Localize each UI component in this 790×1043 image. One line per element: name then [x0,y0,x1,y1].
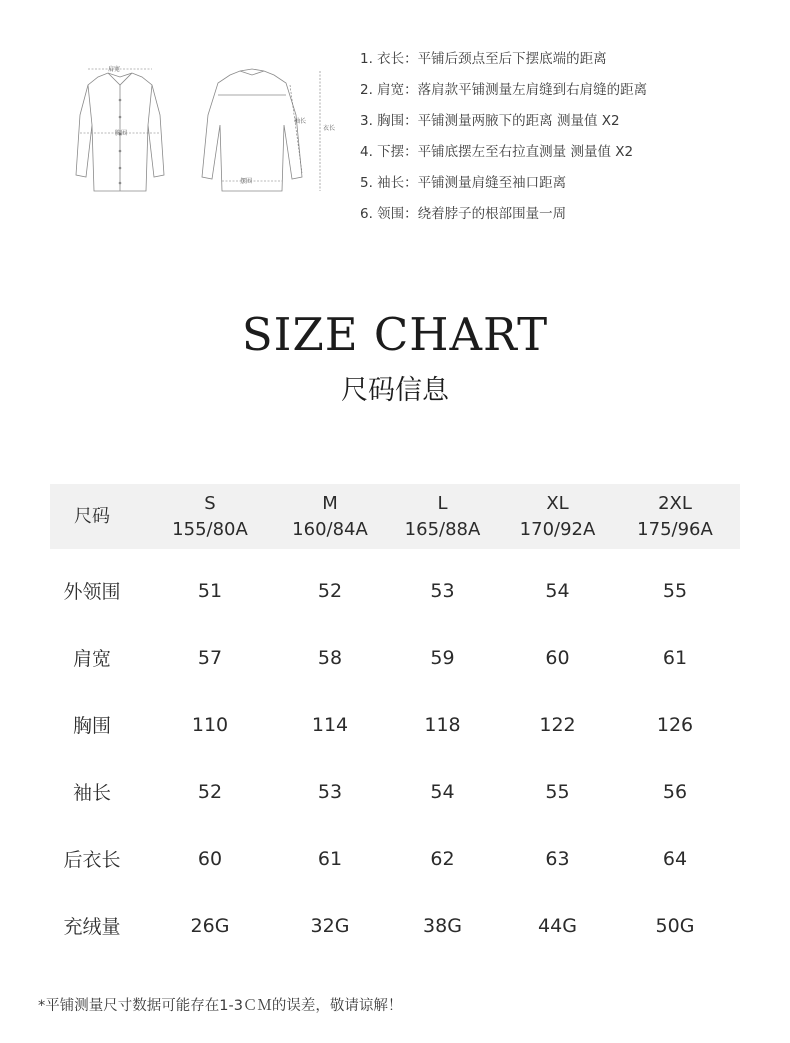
note-item: 5. 袖长：平铺测量肩缝至袖口距离 [360,175,567,191]
chest-label: 胸围 [115,130,128,137]
size-spec: 170/92A [519,518,596,540]
table-row [50,557,740,624]
size-name: M [322,492,338,514]
row-label: 袖长 [72,782,111,804]
table-cell: 122 [539,713,576,736]
table-cell: 52 [317,579,343,602]
row-label: 外领围 [63,581,121,603]
length-label: 衣长 [323,125,336,132]
table-row [50,624,740,691]
measurement-disclaimer: *平铺测量尺寸数据可能存在1-3ＣＭ的误差，敬请谅解！ [38,998,403,1014]
table-cell: 61 [662,646,688,669]
table-cell: 61 [317,847,343,870]
size-header [385,484,500,549]
row-label: 胸围 [72,715,111,737]
table-cell: 51 [197,579,223,602]
table-cell: 52 [197,780,223,803]
table-cell: 32G [310,914,350,937]
table-cell: 63 [545,847,570,870]
size-spec: 155/80A [172,518,248,540]
hem-label: 摆围 [240,178,253,185]
back-shirt-outline [202,69,302,191]
shoulder-label: 肩宽 [108,66,121,73]
size-spec: 175/96A [637,518,713,540]
table-cell: 60 [545,646,570,669]
size-spec: 160/84A [292,518,368,540]
table-cell: 56 [662,780,688,803]
size-header [150,484,270,549]
table-cell: 118 [424,713,461,736]
note-item: 6. 领围：绕着脖子的根部围量一周 [360,206,567,222]
sleeve-label: 袖长 [294,118,307,125]
table-row [50,892,740,959]
table-cell: 54 [545,579,570,602]
size-name: XL [546,492,569,514]
row-label: 肩宽 [72,648,111,670]
size-name: S [204,492,216,514]
table-row [50,825,740,892]
page-title-english: SIZE CHART [241,308,549,361]
table-cell: 126 [656,713,694,736]
size-name: 2XL [658,492,692,514]
table-cell: 50G [655,914,695,937]
size-header [270,484,390,549]
table-cell: 110 [191,713,229,736]
table-cell: 62 [430,847,455,870]
table-cell: 44G [538,914,577,937]
table-cell: 54 [430,780,455,803]
table-corner-label: 尺码 [74,505,110,527]
table-row [50,758,740,825]
table-row [50,691,740,758]
note-item: 4. 下摆：平铺底摆左至右拉直测量 测量值 X2 [360,144,634,160]
size-header [615,484,735,549]
table-cell: 60 [197,847,223,870]
size-table [50,484,740,959]
table-cell: 26G [190,914,230,937]
size-header [500,484,615,549]
shirt-measurement-diagram [40,55,340,205]
size-spec: 165/88A [404,518,481,540]
row-label: 充绒量 [63,916,121,938]
table-cell: 53 [317,780,343,803]
note-item: 2. 肩宽：落肩款平铺测量左肩缝到右肩缝的距离 [360,82,648,98]
note-item: 3. 胸围：平铺测量两腋下的距离 测量值 X2 [360,113,620,129]
measurement-notes [360,50,780,236]
table-cell: 114 [311,713,349,736]
table-cell: 55 [662,579,688,602]
size-name: L [437,492,448,514]
note-item: 1. 衣长：平铺后颈点至后下摆底端的距离 [360,51,607,67]
table-cell: 57 [197,646,223,669]
table-cell: 64 [662,847,688,870]
page-title-chinese: 尺码信息 [341,375,449,406]
table-cell: 58 [317,646,343,669]
table-cell: 59 [430,646,455,669]
table-cell: 55 [545,780,570,803]
table-header-row [50,484,740,549]
table-cell: 38G [423,914,462,937]
table-cell: 53 [430,579,455,602]
row-label: 后衣长 [63,849,121,871]
